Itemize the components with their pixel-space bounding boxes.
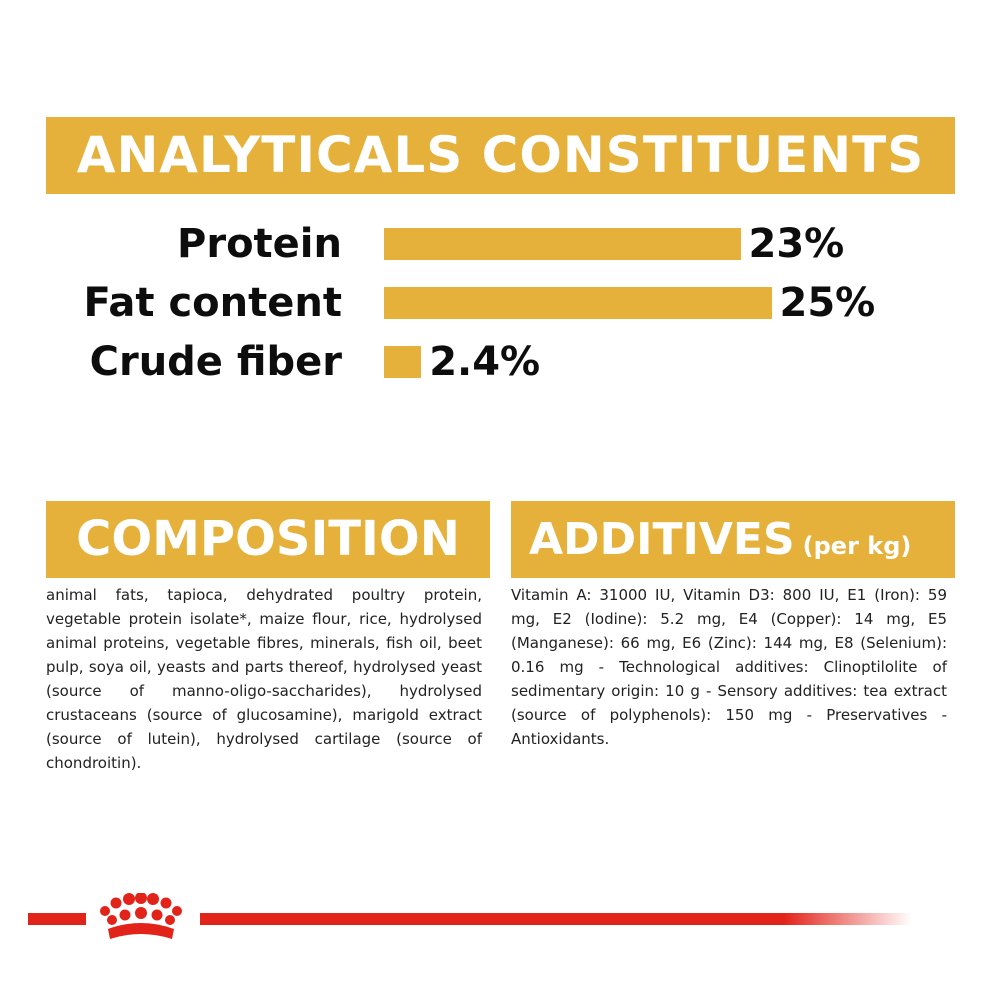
nutrient-value: 23%: [748, 221, 845, 267]
nutrient-row-crude-fiber: [0, 336, 1000, 388]
composition-banner: [46, 501, 490, 578]
additives-text: Vitamin A: 31000 IU, Vitamin D3: 800 IU, E1 (Iron): 59 mg, E2 (Iodine): 5.2 mg, E4 (Copper): 14 mg, E5 (Manganese): 66 mg, E6 (Zinc): 144 mg, E8 (Selenium): 0.16 mg - Technological additives: Clinoptilolite of sedimentary origin: 10 g - Sensory additives: tea extract (source of polyphenols): 150 mg - Preservatives - Antioxidants.: [511, 586, 947, 748]
nutrient-label: Protein: [177, 221, 342, 267]
additives-unit: (per kg): [802, 532, 912, 560]
nutrient-row-fat-content: [0, 277, 1000, 329]
footer-red-line-left: [28, 913, 86, 925]
nutrient-bar: [384, 346, 421, 378]
nutrient-value: 25%: [779, 280, 876, 326]
crown-dots: [100, 893, 182, 925]
analytical-constituents-title: ANALYTICALS CONSTITUENTS: [76, 126, 925, 184]
composition-text: animal fats, tapioca, dehydrated poultry protein, vegetable protein isolate*, maize flour, rice, hydrolysed animal proteins, vegetable fibres, minerals, fish oil, beet pulp, soya oil, yeasts and parts thereof, hydrolysed yeast (source of manno-oligo-saccharides), hydrolysed crustaceans (source of glucosamine), marigold extract (source of lutein), hydrolysed cartilage (source of chondroitin).: [46, 586, 482, 772]
nutrient-label: Crude fiber: [89, 339, 342, 385]
crown-base: [108, 923, 174, 939]
analytical-constituents-banner: [46, 117, 955, 194]
nutrient-bar: [384, 228, 741, 260]
nutrient-value: 2.4%: [429, 339, 541, 385]
additives-title: ADDITIVES: [529, 514, 795, 565]
composition-title: COMPOSITION: [76, 511, 460, 567]
nutrient-bar: [384, 287, 772, 319]
additives-banner: [511, 501, 955, 578]
nutrient-row-protein: [0, 218, 1000, 270]
royal-canin-crown-icon: [92, 893, 190, 945]
footer-red-line-right: [200, 913, 912, 925]
nutrient-label: Fat content: [83, 280, 342, 326]
